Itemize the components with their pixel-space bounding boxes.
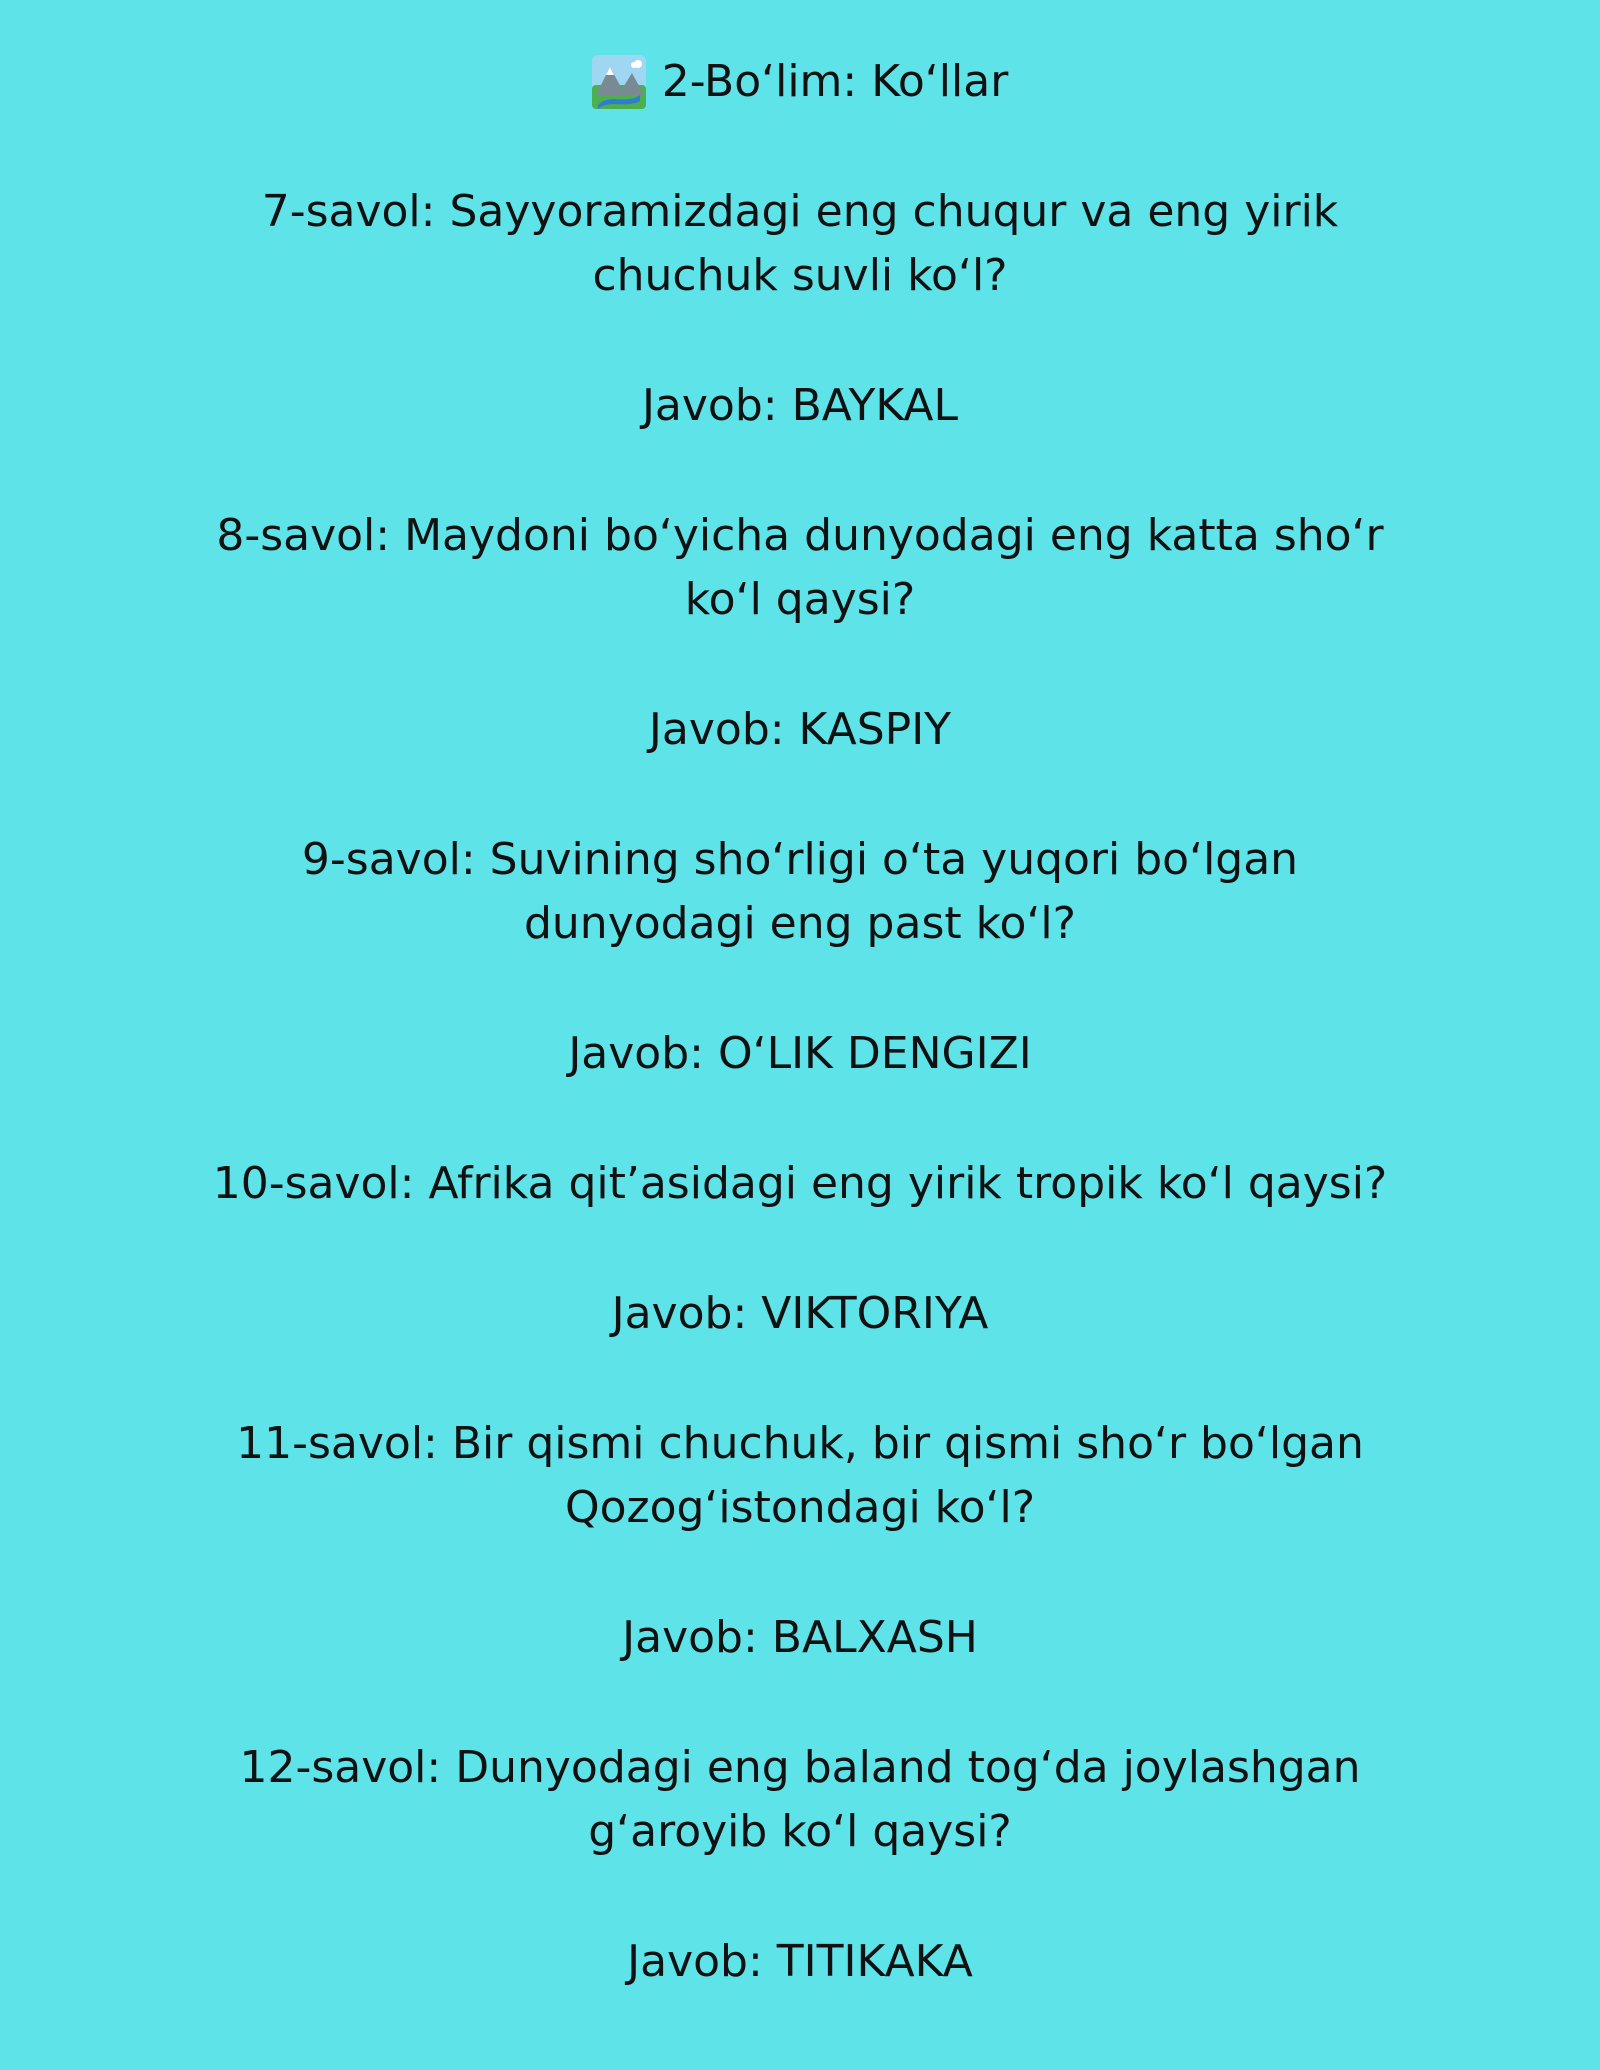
answer-8: Javob: KASPIY [648,704,952,755]
answer-12: Javob: TITIKAKA [627,1936,973,1987]
question-9-line-2: dunyodagi eng past koʻl? [523,898,1077,949]
answer-10: Javob: VIKTORIYA [611,1288,989,1339]
question-9-line-1: 9-savol: Suvining shoʻrligi oʻta yuqori boʻlgan [301,834,1299,885]
answer-9: Javob: OʻLIK DENGIZI [568,1028,1032,1079]
question-7-line-2: chuchuk suvli koʻl? [592,250,1008,301]
question-11-line-2: Qozogʻistondagi koʻl? [564,1482,1036,1533]
question-7-line-1: 7-savol: Sayyoramizdagi eng chuqur va eng yirik [261,186,1339,237]
question-10-line-1: 10-savol: Afrika qitʼasidagi eng yirik tropik koʻl qaysi? [212,1158,1388,1209]
section-heading [180,50,1420,114]
answer-7: Javob: BAYKAL [641,380,959,431]
question-8-line-2: koʻl qaysi? [684,574,916,625]
question-8-line-1: 8-savol: Maydoni boʻyicha dunyodagi eng katta shoʻr [216,510,1384,561]
answer-11: Javob: BALXASH [622,1612,978,1663]
question-11-line-1: 11-savol: Bir qismi chuchuk, bir qismi shoʻr boʻlgan [236,1418,1364,1469]
section-title: 2-Boʻlim: Koʻllar [661,56,1009,107]
question-12-line-2: gʻaroyib koʻl qaysi? [588,1806,1012,1857]
question-12-line-1: 12-savol: Dunyodagi eng baland togʻda joylashgan [239,1742,1361,1793]
lake-landscape-icon [592,55,646,109]
